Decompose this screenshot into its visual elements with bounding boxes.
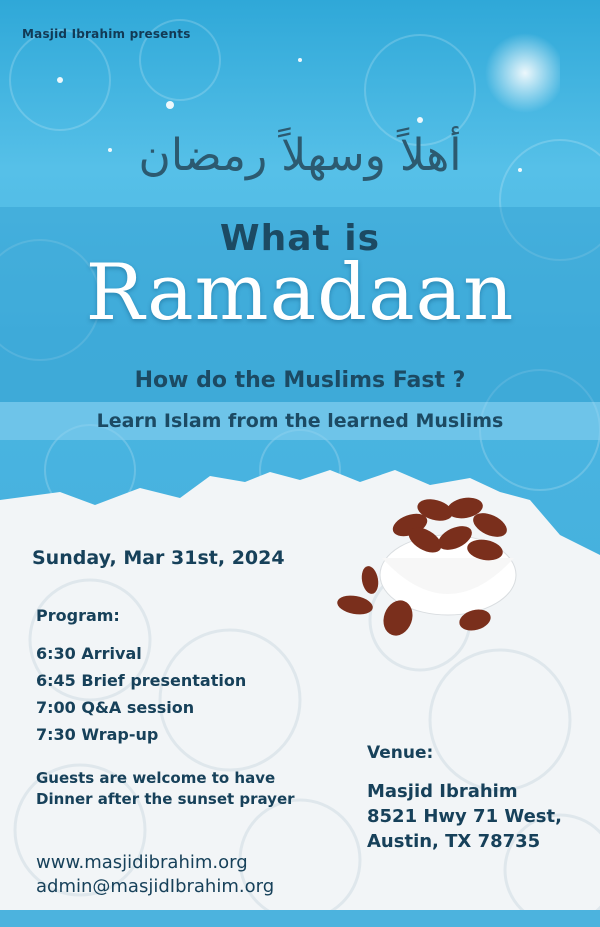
venue-name: Masjid Ibrahim [367, 781, 518, 802]
program-item: 6:30 Arrival [36, 644, 142, 663]
venue-address [367, 779, 562, 854]
website-link[interactable]: www.masjidibrahim.org [36, 852, 248, 873]
venue-city: Austin, TX 78735 [367, 831, 541, 852]
guests-note [36, 768, 295, 810]
tagline: Learn Islam from the learned Muslims [96, 410, 504, 432]
presents-line: Masjid Ibrahim presents [22, 27, 191, 41]
dates-bowl-illustration [330, 480, 530, 650]
venue-title: Venue: [367, 743, 434, 763]
venue-street: 8521 Hwy 71 West, [367, 806, 562, 827]
question-heading: How do the Muslims Fast ? [134, 368, 466, 393]
guests-line-1: Guests are welcome to have [36, 769, 276, 787]
email-link[interactable]: admin@masjidIbrahim.org [36, 876, 275, 897]
program-title: Program: [36, 606, 120, 625]
guests-line-2: Dinner after the sunset prayer [36, 790, 295, 808]
program-item: 7:00 Q&A session [36, 698, 195, 717]
title-what-is: What is [219, 218, 381, 259]
arabic-greeting: أهلاً وسهلاً رمضان [138, 130, 462, 181]
title-ramadaan: Ramadaan [85, 248, 515, 338]
program-item: 7:30 Wrap-up [36, 725, 159, 744]
program-list [36, 640, 246, 748]
bottom-accent-bar [0, 910, 600, 927]
arabic-calligraphy [120, 118, 480, 193]
event-date: Sunday, Mar 31st, 2024 [32, 547, 285, 569]
program-item: 6:45 Brief presentation [36, 671, 247, 690]
contact-block [36, 851, 274, 899]
